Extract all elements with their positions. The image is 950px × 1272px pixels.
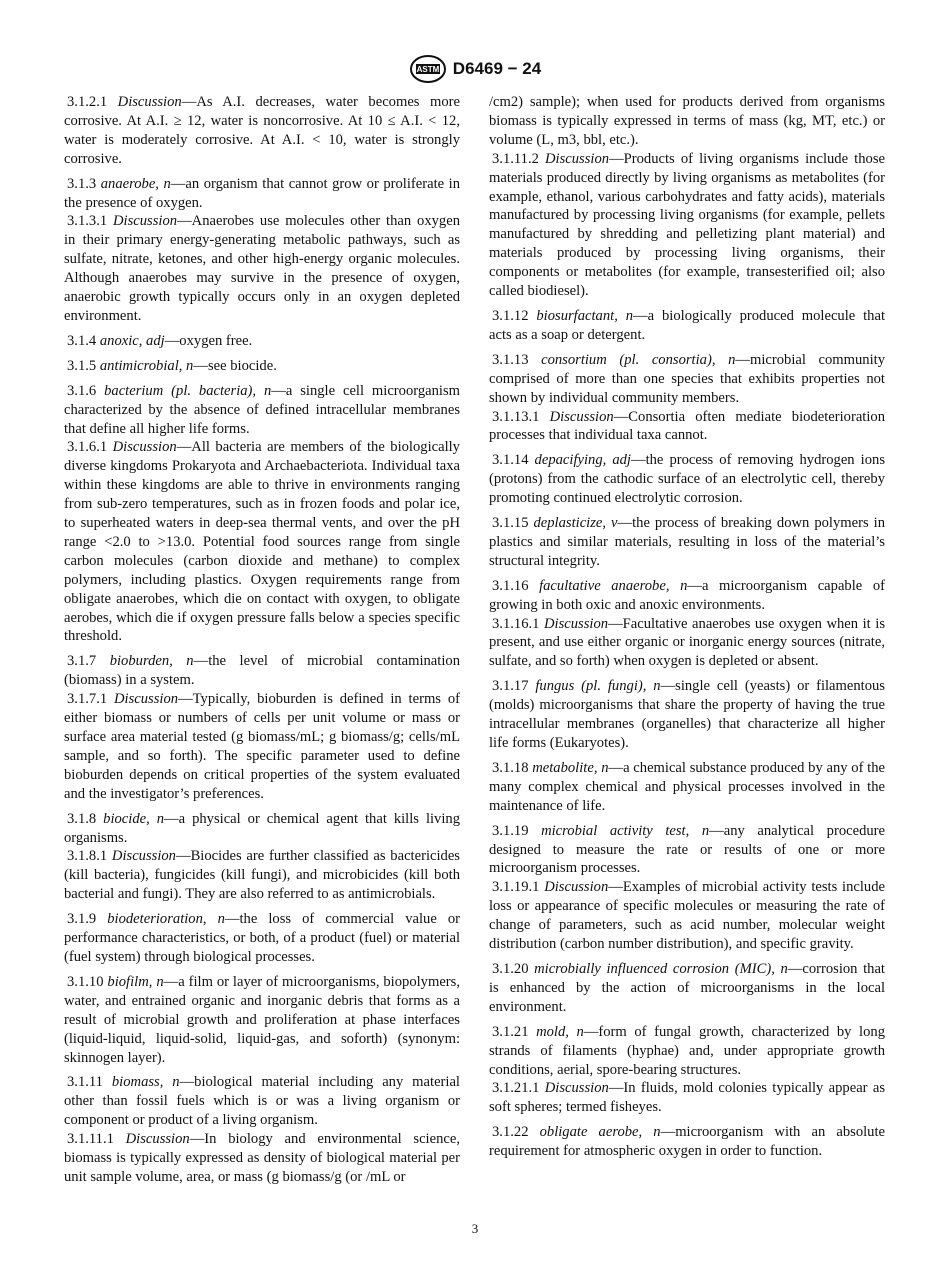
definition-paragraph: 3.1.19 microbial activity test, n—any analytical procedure designed to measure the rate or results of one or more microorganism processes. xyxy=(489,822,885,877)
definition-paragraph: 3.1.3.1 Discussion—Anaerobes use molecules other than oxygen in their primary energy-generating metabolic pathways, such as sulfate, nitrate, ketones, and other high-energy organic molecules. Although anaerobes may survive in the presence of oxygen, anaerobic growth typically occurs only in an oxygen depleted environment. xyxy=(64,213,460,324)
left-column xyxy=(64,93,460,1187)
definition-paragraph: 3.1.11 biomass, n—biological material including any material other than fossil fuels which is or was a living organism or component or product of a living organism. xyxy=(64,1074,460,1129)
definition-paragraph: 3.1.7 bioburden, n—the level of microbial contamination (biomass) in a system. xyxy=(64,653,460,689)
definition-paragraph: 3.1.3 anaerobe, n—an organism that cannot grow or proliferate in the presence of oxygen. xyxy=(64,175,461,211)
definition-paragraph: 3.1.2.1 Discussion—As A.I. decreases, water becomes more corrosive. At A.I. ≥ 12, water is noncorrosive. At 10 ≤ A.I. < 12, water is moderately corrosive. At A.I. < 10, water is strongly corrosive. xyxy=(64,94,460,167)
definition-paragraph: 3.1.20 microbially influenced corrosion (MIC), n—corrosion that is enhanced by the action of microorganisms in the local environment. xyxy=(489,960,885,1015)
definition-paragraph: 3.1.5 antimicrobial, n—see biocide. xyxy=(67,357,277,374)
page-header xyxy=(0,52,950,86)
definition-paragraph: 3.1.11.1 Discussion—In biology and environmental science, biomass is typically expressed as density of biological material per unit sample volume, area, or mass (g biomass/g (or /mL or xyxy=(64,1131,460,1185)
definition-paragraph: 3.1.15 deplasticize, v—the process of breaking down polymers in plastics and similar materials, resulting in loss of the material’s structural integrity. xyxy=(489,515,885,569)
right-column xyxy=(489,93,885,1161)
definition-paragraph: 3.1.9 biodeterioration, n—the loss of commercial value or performance characteristics, or both, of a product (fuel) or material (fuel system) through biological processes. xyxy=(64,911,461,965)
definition-paragraph: 3.1.12 biosurfactant, n—a biologically produced molecule that acts as a soap or detergent. xyxy=(489,307,886,343)
definition-paragraph: 3.1.6 bacterium (pl. bacteria), n—a single cell microorganism characterized by the absence of defined intracellular membranes that define all higher life forms. xyxy=(64,382,461,437)
definition-paragraph: 3.1.11.2 Discussion—Products of living organisms include those materials produced directly by living organisms as metabolites (for example, ethanol, various carbohydrates and fatty acids), materials manufactured by processing living organisms (for example, pellets manufactured by shredding and pelletizing plant material) and materials produced by processing living organisms, their components or metabolites (for example, transesterified oil; also called biodiesel). xyxy=(489,150,885,300)
definition-paragraph: 3.1.10 biofilm, n—a film or layer of microorganisms, biopolymers, water, and entrained organic and inorganic debris that forms as a result of microbial growth and proliferation at phase interfaces (liquid-liquid, liquid-solid, liquid-gas, and soforth) (synonym: skinnogen layer). xyxy=(64,973,460,1066)
definition-paragraph: /cm2) sample); when used for products derived from organisms biomass is typically expressed in terms of mass (kg, MT, etc.) or volume (L, m3, bbl, etc.). xyxy=(489,94,885,148)
definition-paragraph: 3.1.22 obligate aerobe, n—microorganism with an absolute requirement for atmospheric oxygen in order to function. xyxy=(489,1124,885,1160)
definition-paragraph: 3.1.4 anoxic, adj—oxygen free. xyxy=(67,332,253,349)
definition-paragraph: 3.1.6.1 Discussion—All bacteria are members of the biologically diverse kingdoms Prokaryota and Archaebacteriota. Individual taxa within these kingdoms are able to thrive in environments ranging from sub-zero temperatures, such as in frozen foods and polar ice, to superheated waters in deep-sea thermal vents, and over the pH range <2.0 to >13.0. Potential food sources range from single carbon molecules (carbon dioxide and methane) to complex polymers, including plastics. Oxygen requirements range from obligate anaerobes, which die on contact with oxygen, to obligate aerobes, which die if oxygen pressure falls below a species specific threshold. xyxy=(64,439,460,645)
page-number: 3 xyxy=(471,1221,479,1236)
definition-paragraph: 3.1.7.1 Discussion—Typically, bioburden is defined in terms of either biomass or numbers of cells per unit volume or mass or surface area material tested (g biomass/mL; g biomass/g; cells/mL sample, and so forth). The specific parameter used to define bioburden depends on critical properties of the system evaluated and the investigator’s preferences. xyxy=(64,691,460,802)
definition-paragraph: 3.1.13.1 Discussion—Consortia often mediate biodeterioration processes that individual taxa cannot. xyxy=(489,408,886,444)
definition-paragraph: 3.1.19.1 Discussion—Examples of microbial activity tests include loss or appearance of specific molecules or measuring the rate of change of parameters, such as acid number, molecular weight distribution (carbon number distribution), and specific gravity. xyxy=(489,879,885,953)
definition-paragraph: 3.1.21 mold, n—form of fungal growth, characterized by long strands of filaments (hyphae) and, under appropriate growth conditions, aerial, spore-bearing structures. xyxy=(489,1023,885,1078)
definition-paragraph: 3.1.16.1 Discussion—Facultative anaerobes use oxygen when it is present, and use either organic or inorganic energy sources (nitrate, sulfate, and so forth) when oxygen is depleted or absent. xyxy=(489,615,886,670)
document-id: D6469 − 24 xyxy=(452,59,542,78)
definition-paragraph: 3.1.13 consortium (pl. consortia), n—microbial community comprised of more than one species that exhibits properties not shown by individual community members. xyxy=(489,351,885,406)
definition-paragraph: 3.1.17 fungus (pl. fungi), n—single cell (yeasts) or filamentous (molds) microorganisms that share the property of having the true intracellular membranes (organelles) that characterize all higher life forms (Eukaryotes). xyxy=(489,678,885,751)
definition-paragraph: 3.1.18 metabolite, n—a chemical substance produced by any of the many complex chemical and physical processes involved in the maintenance of life. xyxy=(489,759,885,814)
astm-logo-icon xyxy=(409,54,447,84)
definition-paragraph: 3.1.21.1 Discussion—In fluids, mold colonies typically appear as soft spheres; termed fisheyes. xyxy=(489,1080,885,1116)
definition-paragraph: 3.1.16 facultative anaerobe, n—a microorganism capable of growing in both oxic and anoxic environments. xyxy=(489,577,886,613)
definition-paragraph: 3.1.8.1 Discussion—Biocides are further classified as bactericides (kill bacteria), fungicides (kill fungi), and microbicides (kill both bacterial and fungi). They are also referred to as antimicrobials. xyxy=(64,848,460,903)
definition-paragraph: 3.1.14 depacifying, adj—the process of removing hydrogen ions (protons) from the cathodic surface of an electrolytic cell, thereby promoting continued electrolytic corrosion. xyxy=(489,452,885,507)
logo-text: ASTM xyxy=(416,65,440,74)
definition-paragraph: 3.1.8 biocide, n—a physical or chemical agent that kills living organisms. xyxy=(64,810,460,846)
